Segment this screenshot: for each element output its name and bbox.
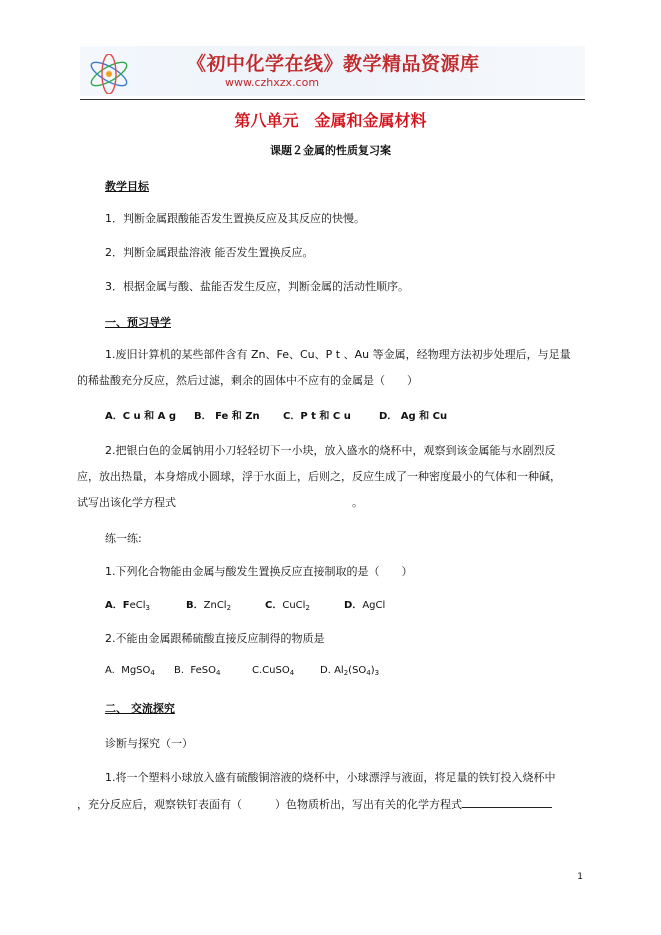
practice-q2-option-b: B. FeSO$_4$	[174, 665, 221, 677]
q1-option-a: A．C u 和 A g	[105, 411, 177, 422]
q1-line: 的稀盐酸充分反应，然后过滤，剩余的固体中不应有的金属是（ ）	[77, 374, 418, 387]
practice-q1-option-c: C．CuCl$_2$	[265, 600, 310, 612]
goal-item: 2．判断金属跟盐溶液 能否发生置换反应。	[105, 246, 314, 259]
goal-item: 1．判断金属跟酸能否发生置换反应及其反应的快慢。	[105, 212, 365, 225]
q2-line: 2.把银白色的金属钠用小刀轻轻切下一小块，放入盛水的烧杯中，观察到该金属能与水剧烈反	[105, 444, 556, 457]
s2-q1-line: 1.将一个塑料小球放入盛有硫酸铜溶液的烧杯中，小球漂浮与液面，将足量的铁钉投入烧杯中	[105, 771, 556, 784]
q2-line: 试写出该化学方程式	[77, 496, 176, 509]
atom-logo-icon	[86, 54, 132, 94]
practice-q2: 2.不能由金属跟稀硫酸直接反应制得的物质是	[105, 632, 325, 645]
q1-option-d: D． Ag 和 Cu	[379, 411, 448, 422]
answer-blank	[462, 797, 552, 808]
section1-heading: 一、预习导学	[105, 316, 171, 329]
banner-title: 《初中化学在线》教学精品资源库	[187, 53, 480, 75]
practice-q1-option-d: D．AgCl	[344, 600, 386, 611]
q2-line: 应，放出热量，本身熔成小圆球，浮于水面上，后则之，反应生成了一种密度最小的气体和一种碱，	[77, 470, 561, 483]
section2-subheading: 诊断与探究（一）	[105, 737, 193, 750]
goals-heading: 教学目标	[105, 180, 149, 193]
header-divider	[80, 99, 585, 100]
practice-q2-option-d: D. $Al_2(SO_4)_3$	[320, 665, 380, 677]
q1-option-c: C．P t 和 C u	[283, 411, 351, 422]
practice-q2-option-c: C.CuSO$_4$	[252, 665, 295, 677]
page-number: 1	[577, 872, 583, 882]
practice-heading: 练一练:	[105, 532, 142, 545]
section2-heading: 二、 交流探究	[105, 702, 175, 715]
goal-item: 3．根据金属与酸、盐能否发生反应，判断金属的活动性顺序。	[105, 280, 409, 293]
q1-option-b: B． Fe 和 Zn	[194, 411, 260, 422]
q1-line: 1.废旧计算机的某些部件含有 Zn、Fe、Cu、P t 、Au 等金属，经物理方法初步处理后，与足量	[105, 348, 571, 361]
banner-url: www.czhxzx.com	[225, 76, 320, 89]
practice-q2-option-a: A. MgSO$_4$	[105, 665, 155, 677]
page-title: 第八单元 金属和金属材料	[234, 111, 427, 130]
practice-q1-option-b: B．ZnCl$_2$	[186, 600, 232, 612]
page-subtitle: 课题２金属的性质复习案	[270, 144, 391, 157]
practice-q1-option-a: A．FeCl$_3$	[105, 600, 150, 612]
q2-end-mark: 。	[352, 496, 363, 509]
s2-q1-line: ，充分反应后，观察铁钉表面有（ ）色物质析出，写出有关的化学方程式	[77, 796, 552, 812]
practice-q1: 1.下列化合物能由金属与酸发生置换反应直接制取的是（ ）	[105, 565, 413, 578]
